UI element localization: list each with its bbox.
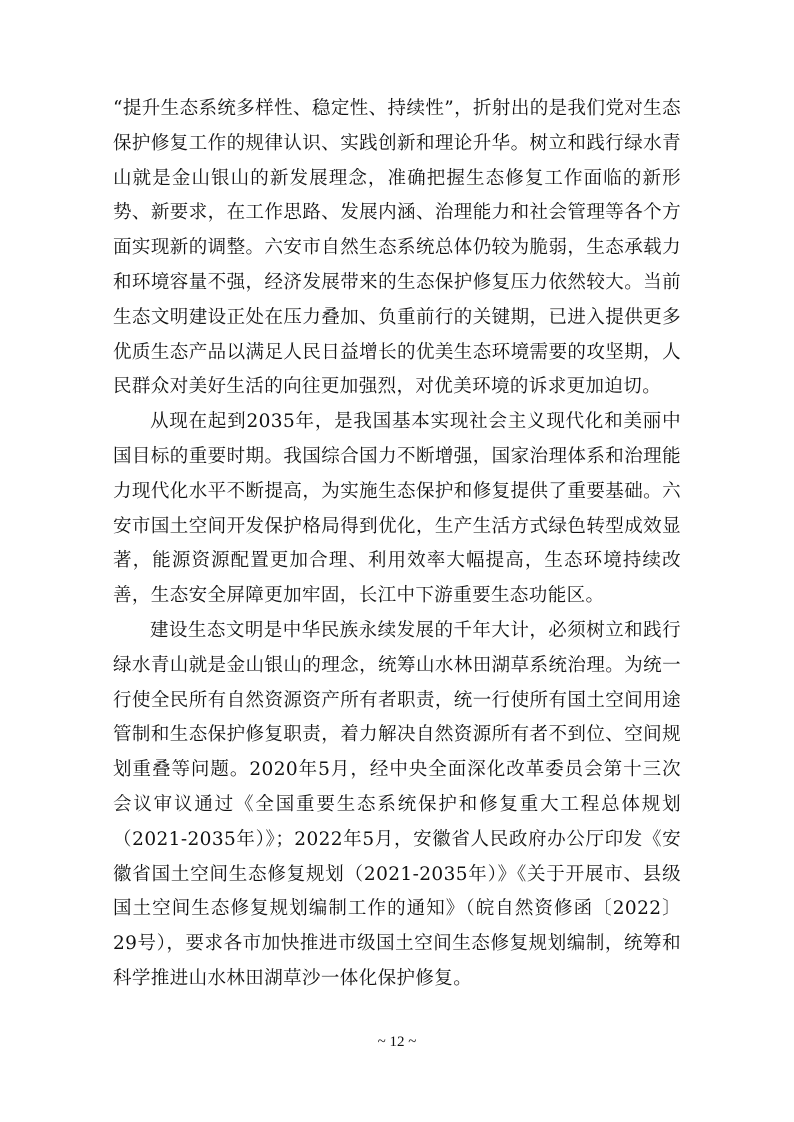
body-text <box>113 92 681 997</box>
paragraph-3: 建设生态文明是中华民族永续发展的千年大计，必须树立和践行绿水青山就是金山银山的理念，统筹山水林田湖草系统治理。为统一行使全民所有自然资源资产所有者职责，统一行使所有国土空间用途管制和生态保护修复职责，着力解决自然资源所有者不到位、空间规划重叠等问题。2020年5月，经中央全面深化改革委员会第十三次会议审议通过《全国重要生态系统保护和修复重大工程总体规划（2021-2035年）》；2022年5月，安徽省人民政府办公厅印发《安徽省国土空间生态修复规划（2021-2035年）》《关于开展市、县级国土空间生态修复规划编制工作的通知》（皖自然资修函〔2022〕29号），要求各市加快推进市级国土空间生态修复规划编制，统筹和科学推进山水林田湖草沙一体化保护修复。 <box>113 619 681 989</box>
paragraph-2: 从现在起到2035年，是我国基本实现社会主义现代化和美丽中国目标的重要时期。我国综合国力不断增强，国家治理体系和治理能力现代化水平不断提高，为实施生态保护和修复提供了重要基础。六安市国土空间开发保护格局得到优化，生产生活方式绿色转型成效显著，能源资源配置更加合理、利用效率大幅提高，生态环境持续改善，生态安全屏障更加牢固，长江中下游重要生态功能区。 <box>113 411 681 607</box>
paragraph-1: “提升生态系统多样性、稳定性、持续性”，折射出的是我们党对生态保护修复工作的规律认识、实践创新和理论升华。树立和践行绿水青山就是金山银山的新发展理念，准确把握生态修复工作面临的新形势、新要求，在工作思路、发展内涵、治理能力和社会管理等各个方面实现新的调整。六安市自然生态系统总体仍较为脆弱，生态承载力和环境容量不强，经济发展带来的生态保护修复压力依然较大。当前生态文明建设正处在压力叠加、负重前行的关键期，已进入提供更多优质生态产品以满足人民日益增长的优美生态环境需要的攻坚期，人民群众对美好生活的向往更加强烈，对优美环境的诉求更加迫切。 <box>113 98 681 398</box>
page-number: ~ 12 ~ <box>377 1034 417 1050</box>
